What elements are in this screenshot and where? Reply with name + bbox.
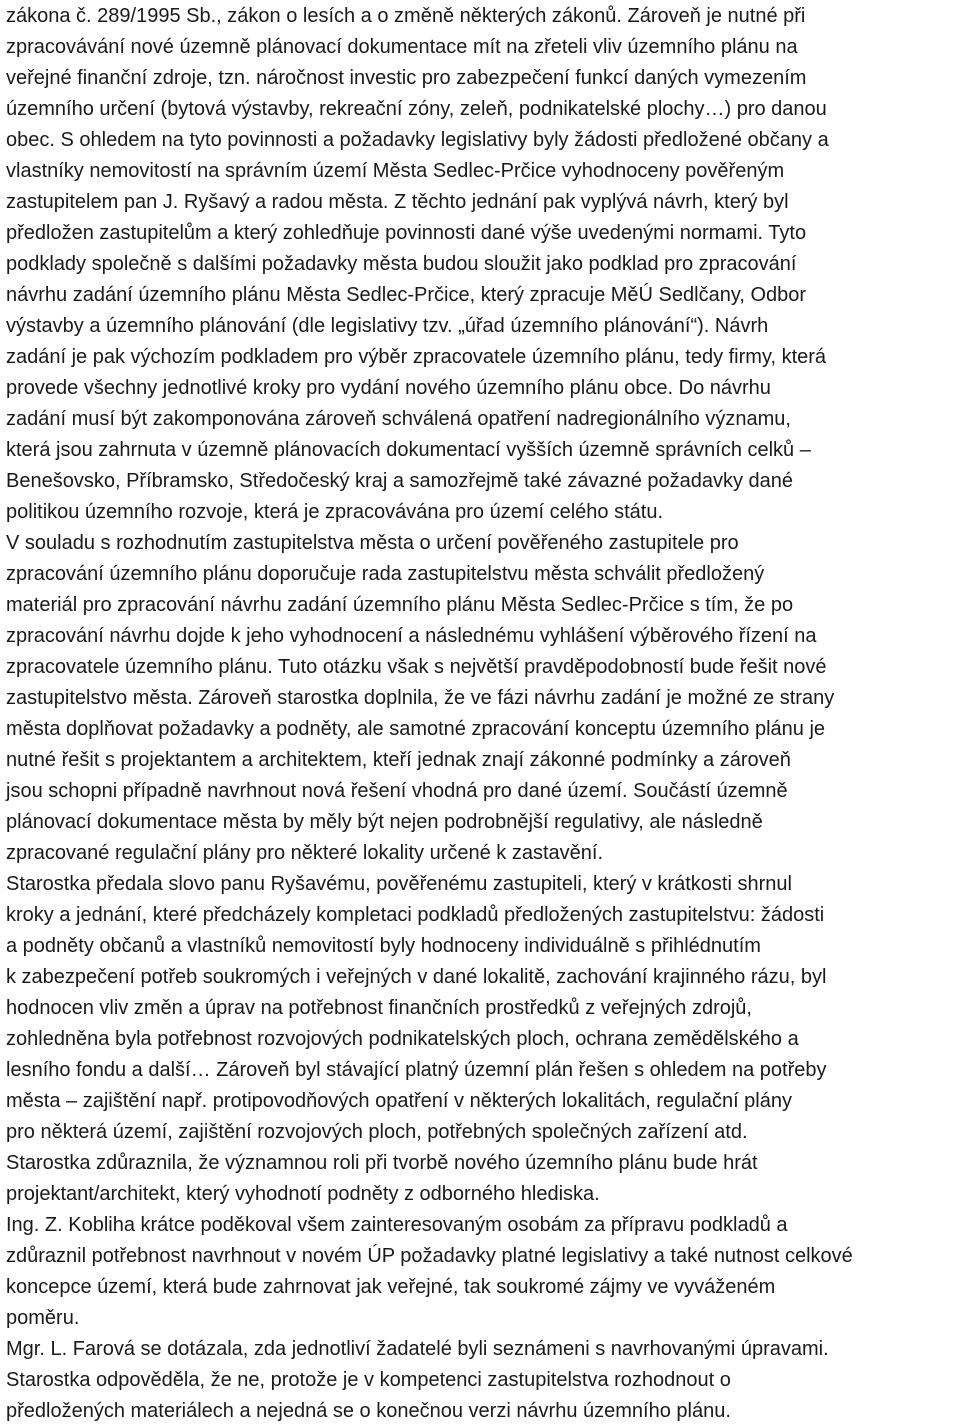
text-line: která jsou zahrnuta v územně plánovacích dokumentací vyšších územně správních celků – bbox=[6, 439, 811, 461]
text-line: kroky a jednání, které předcházely kompletaci podkladů předložených zastupitelstvu: žádosti bbox=[6, 904, 825, 926]
text-line: zpracovávání nové územně plánovací dokumentace mít na zřeteli vliv územního plánu na bbox=[6, 36, 798, 58]
text-line: města – zajištění např. protipovodňových opatření v některých lokalitách, regulační plány bbox=[6, 1090, 792, 1112]
text-line: V souladu s rozhodnutím zastupitelstva města o určení pověřeného zastupitele pro bbox=[6, 532, 739, 554]
text-line: zákona č. 289/1995 Sb., zákon o lesích a o změně některých zákonů. Zároveň je nutné při bbox=[6, 5, 806, 27]
text-line: územního určení (bytová výstavby, rekreační zóny, zeleň, podnikatelské plochy…) pro danou bbox=[6, 98, 827, 120]
text-line: Starostka zdůraznila, že významnou roli při tvorbě nového územního plánu bude hrát bbox=[6, 1152, 758, 1174]
text-line: zohledněna byla potřebnost rozvojových podnikatelských ploch, ochrana zemědělského a bbox=[6, 1028, 799, 1050]
text-line: Ing. Z. Kobliha krátce poděkoval všem zainteresovaným osobám za přípravu podkladů a bbox=[6, 1214, 788, 1236]
text-line: zastupitelstvo města. Zároveň starostka doplnila, že ve fázi návrhu zadání je možné ze strany bbox=[6, 687, 835, 709]
text-line: zastupitelem pan J. Ryšavý a radou města. Z těchto jednání pak vyplývá návrh, který byl bbox=[6, 191, 789, 213]
text-line: zpracování územního plánu doporučuje rada zastupitelstvu města schválit předložený bbox=[6, 563, 765, 585]
text-line: koncepce území, která bude zahrnovat jak veřejné, tak soukromé zájmy ve vyváženém bbox=[6, 1276, 776, 1298]
text-line: materiál pro zpracování návrhu zadání územního plánu Města Sedlec-Prčice s tím, že po bbox=[6, 594, 794, 616]
text-line: a podněty občanů a vlastníků nemovitostí byly hodnoceny individuálně s přihlédnutím bbox=[6, 935, 761, 957]
text-line: hodnocen vliv změn a úprav na potřebnost finančních prostředků z veřejných zdrojů, bbox=[6, 997, 752, 1019]
text-line: projektant/architekt, který vyhodnotí podněty z odborného hlediska. bbox=[6, 1183, 600, 1205]
text-line: výstavby a územního plánování (dle legislativy tzv. „úřad územního plánování“). Návrh bbox=[6, 315, 769, 337]
text-line: zpracované regulační plány pro některé lokality určené k zastavění. bbox=[6, 842, 604, 864]
text-line: zadání je pak výchozím podkladem pro výběr zpracovatele územního plánu, tedy firmy, která bbox=[6, 346, 827, 368]
text-line: poměru. bbox=[6, 1307, 80, 1329]
text-line: města doplňovat požadavky a podněty, ale samotné zpracování konceptu územního plánu je bbox=[6, 718, 826, 740]
text-line: nutné řešit s projektantem a architektem, kteří jednak znají zákonné podmínky a zároveň bbox=[6, 749, 791, 771]
text-line: návrhu zadání územního plánu Města Sedlec-Prčice, který zpracuje MěÚ Sedlčany, Odbor bbox=[6, 284, 807, 306]
text-line: předložených materiálech a nejedná se o konečnou verzi návrhu územního plánu. bbox=[6, 1400, 731, 1422]
document-page bbox=[6, 0, 958, 1424]
text-line: zadání musí být zakomponována zároveň schválená opatření nadregionálního významu, bbox=[6, 408, 791, 430]
text-line: zpracovatele územního plánu. Tuto otázku však s největší pravděpodobností bude řešit nové bbox=[6, 656, 827, 678]
text-line: politikou územního rozvoje, která je zpracovávána pro území celého státu. bbox=[6, 501, 664, 523]
text-line: jsou schopni případně navrhnout nová řešení vhodná pro dané území. Součástí územně bbox=[6, 780, 788, 802]
text-line: Starostka předala slovo panu Ryšavému, pověřenému zastupiteli, který v krátkosti shrnul bbox=[6, 873, 792, 895]
text-line: zdůraznil potřebnost navrhnout v novém ÚP požadavky platné legislativy a také nutnost celkové bbox=[6, 1245, 853, 1267]
text-line: Starostka odpověděla, že ne, protože je v kompetenci zastupitelstva rozhodnout o bbox=[6, 1369, 731, 1391]
text-line: předložen zastupitelům a který zohledňuje povinnosti dané výše uvedenými normami. Tyto bbox=[6, 222, 807, 244]
text-line: vlastníky nemovitostí na správním území Města Sedlec-Prčice vyhodnoceny pověřeným bbox=[6, 160, 785, 182]
text-line: Mgr. L. Farová se dotázala, zda jednotliví žadatelé byli seznámeni s navrhovanými úpravami. bbox=[6, 1338, 829, 1360]
text-line: veřejné finanční zdroje, tzn. náročnost investic pro zabezpečení funkcí daných vymezením bbox=[6, 67, 807, 89]
text-line: lesního fondu a další… Zároveň byl stávající platný územní plán řešen s ohledem na potřeby bbox=[6, 1059, 827, 1081]
text-line: k zabezpečení potřeb soukromých i veřejných v dané lokalitě, zachování krajinného rázu, byl bbox=[6, 966, 827, 988]
text-line: pro některá území, zajištění rozvojových ploch, potřebných společných zařízení atd. bbox=[6, 1121, 748, 1143]
text-line: obec. S ohledem na tyto povinnosti a požadavky legislativy byly žádosti předložené občany a bbox=[6, 129, 829, 151]
text-line: Benešovsko, Příbramsko, Středočeský kraj a samozřejmě také závazné požadavky dané bbox=[6, 470, 794, 492]
text-line: zpracování návrhu dojde k jeho vyhodnocení a následnému vyhlášení výběrového řízení na bbox=[6, 625, 817, 647]
text-line: provede všechny jednotlivé kroky pro vydání nového územního plánu obce. Do návrhu bbox=[6, 377, 771, 399]
text-line: podklady společně s dalšími požadavky města budou sloužit jako podklad pro zpracování bbox=[6, 253, 797, 275]
text-line: plánovací dokumentace města by měly být nejen podrobnější regulativy, ale následně bbox=[6, 811, 763, 833]
